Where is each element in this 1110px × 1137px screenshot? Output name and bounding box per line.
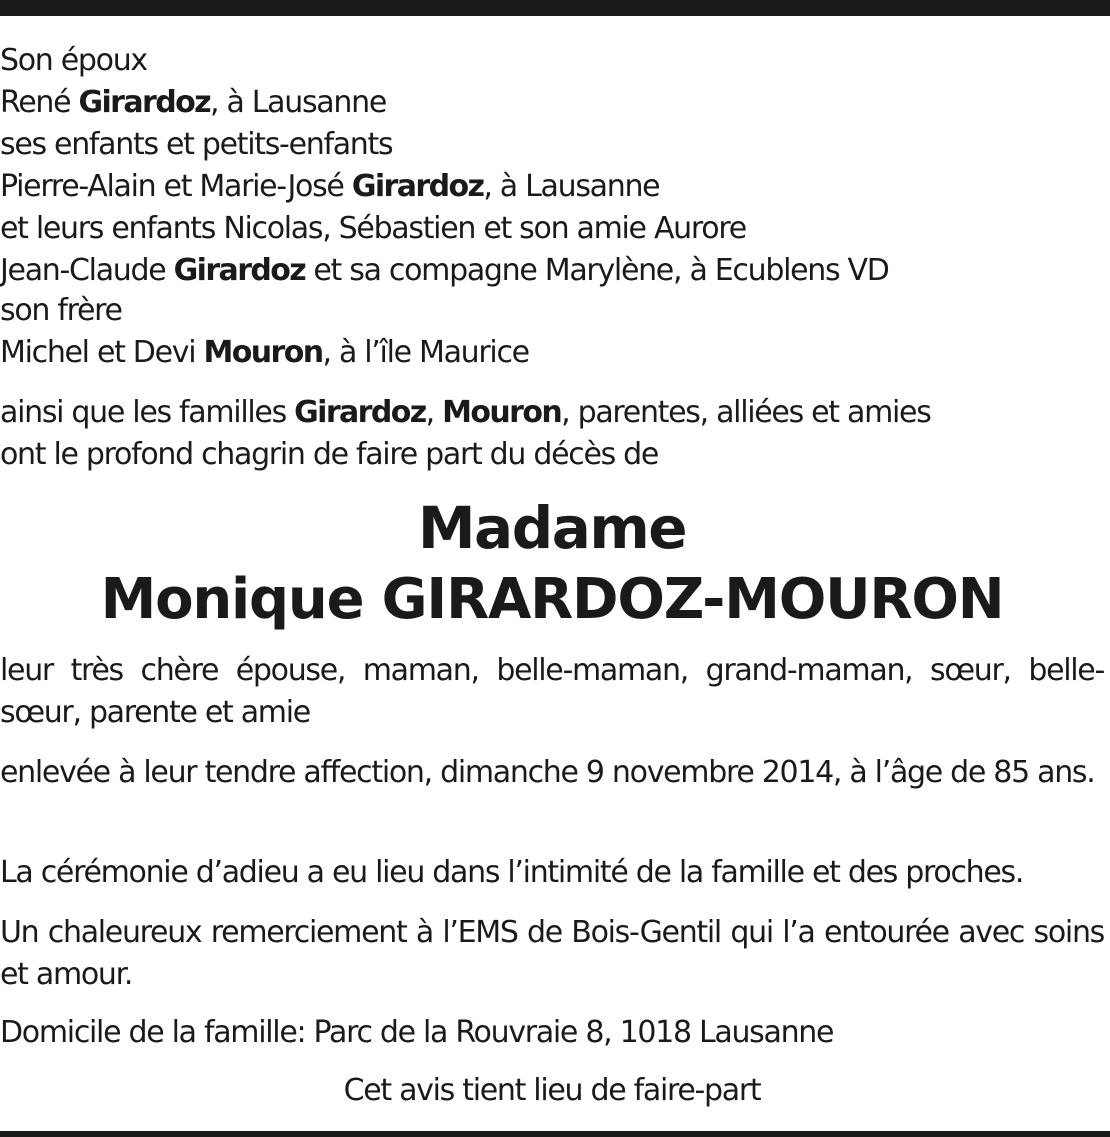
ceremony-paragraph: La cérémonie d’adieu a eu lieu dans l’intimité de la famille et des proches. bbox=[0, 855, 1024, 890]
family-line-text: et sa compagne Marylène, à Ecublens VD bbox=[305, 253, 889, 288]
families-text: , parentes, alliées et amies bbox=[561, 395, 931, 430]
family-line bbox=[0, 290, 122, 332]
families-separator: , bbox=[425, 395, 443, 430]
relation-paragraph: leur très chère épouse, maman, belle-maman, grand-maman, sœur, belle-sœur, parente et amie bbox=[0, 653, 1104, 730]
family-line bbox=[0, 250, 889, 292]
family-line-text: ses enfants et petits-enfants bbox=[0, 127, 393, 162]
family-surname: Girardoz bbox=[294, 395, 426, 430]
family-surname: Mouron bbox=[203, 335, 323, 370]
family-surname: Girardoz bbox=[78, 85, 210, 120]
family-surname: Girardoz bbox=[351, 169, 484, 204]
families-text: ainsi que les familles bbox=[0, 395, 295, 430]
family-line-text: , à Lausanne bbox=[209, 85, 386, 120]
family-line-text: , à l’île Maurice bbox=[322, 335, 529, 370]
family-line bbox=[0, 166, 659, 208]
family-surname: Girardoz bbox=[173, 253, 306, 288]
family-line bbox=[0, 124, 392, 166]
family-line-text: son frère bbox=[0, 293, 122, 328]
family-line-text: René bbox=[0, 85, 79, 120]
family-line-text: Son époux bbox=[0, 43, 147, 78]
family-line bbox=[0, 332, 529, 374]
family-line-text: Michel et Devi bbox=[0, 335, 204, 370]
family-line-text: Jean-Claude bbox=[0, 253, 174, 288]
family-line bbox=[0, 82, 386, 124]
family-line-text: et leurs enfants Nicolas, Sébastien et son amie Aurore bbox=[0, 211, 746, 246]
address-paragraph: Domicile de la famille: Parc de la Rouvraie 8, 1018 Lausanne bbox=[0, 1015, 834, 1050]
family-line-text: Pierre-Alain et Marie-José bbox=[0, 169, 352, 204]
bottom-rule bbox=[0, 1131, 1110, 1137]
thanks-paragraph: Un chaleureux remerciement à l’EMS de Bois-Gentil qui l’a entourée avec soins et amour. bbox=[0, 915, 1104, 992]
deceased-name: Monique GIRARDOZ-MOURON bbox=[100, 567, 1004, 632]
family-line-text: , à Lausanne bbox=[483, 169, 660, 204]
family-surname: Mouron bbox=[442, 395, 562, 430]
top-rule bbox=[0, 0, 1110, 16]
family-line bbox=[0, 208, 746, 250]
announce-line: ont le profond chagrin de faire part du décès de bbox=[0, 437, 659, 472]
deceased-honorific: Madame bbox=[417, 494, 687, 562]
families-line bbox=[0, 392, 931, 434]
passing-paragraph: enlevée à leur tendre affection, dimanche 9 novembre 2014, à l’âge de 85 ans. bbox=[0, 755, 1095, 790]
family-line bbox=[0, 40, 147, 82]
closing-line: Cet avis tient lieu de faire-part bbox=[343, 1073, 761, 1108]
